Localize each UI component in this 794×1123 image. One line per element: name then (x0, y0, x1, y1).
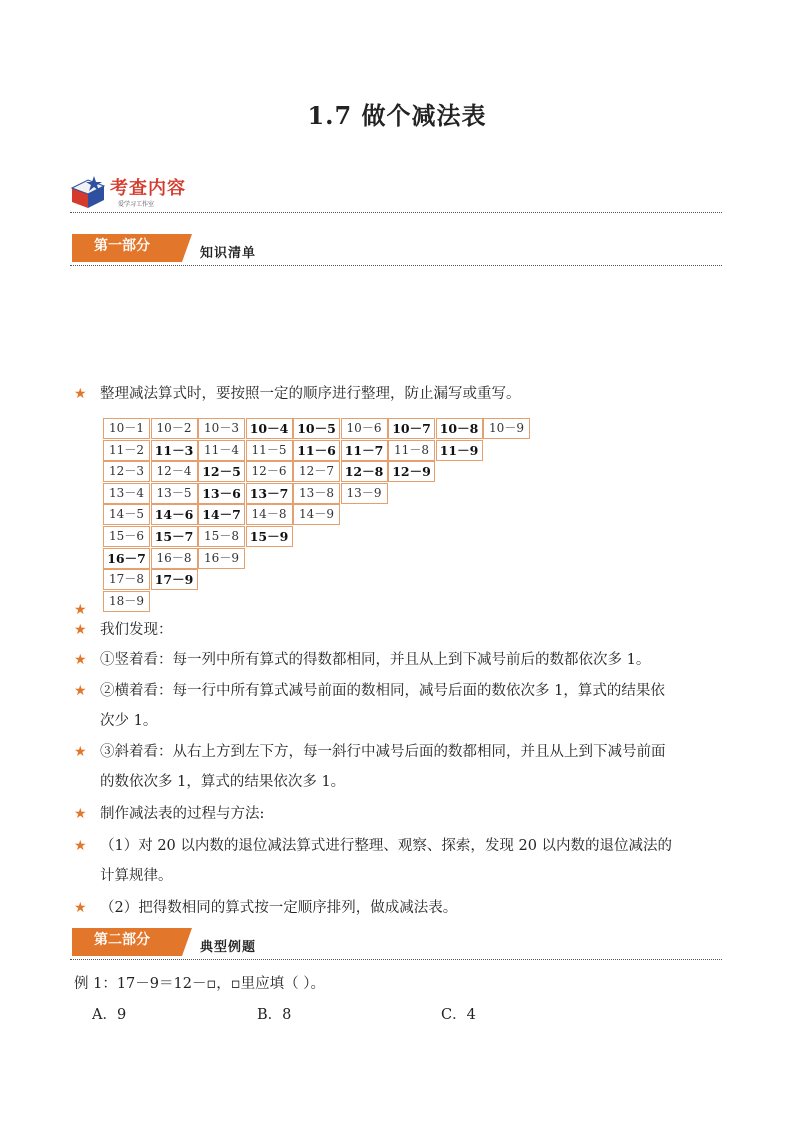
option-a: A．9 (92, 1007, 127, 1023)
table-cell: 15－9 (246, 526, 293, 547)
table-cell: 11－7 (341, 440, 388, 461)
table-cell: 10－6 (341, 418, 388, 439)
star-icon: ★ (74, 838, 87, 854)
finding-1: ①竖着看：每一列中所有算式的得数都相同，并且从上到下减号前后的数都依次多 1。 (100, 652, 651, 668)
table-cell: 10－8 (436, 418, 483, 439)
divider (70, 959, 722, 960)
star-icon: ★ (74, 683, 87, 699)
table-cell: 16－7 (103, 548, 150, 569)
table-cell: 11－4 (198, 440, 245, 461)
table-cell: 13－6 (198, 483, 245, 504)
table-cell: 15－7 (151, 526, 198, 547)
table-cell: 11－5 (246, 440, 293, 461)
table-cell: 11－3 (151, 440, 198, 461)
section-tab-1: 第一部分 (72, 234, 182, 262)
table-cell: 11－8 (388, 440, 435, 461)
divider (70, 265, 722, 266)
finding-2-line-2: 次少 1。 (100, 713, 158, 729)
star-icon: ★ (74, 652, 87, 668)
table-cell: 14－6 (151, 504, 198, 525)
option-b: B．8 (257, 1007, 292, 1023)
findings-title: 我们发现： (100, 622, 173, 638)
table-cell: 17－8 (103, 569, 150, 590)
star-icon: ★ (74, 744, 87, 760)
method-2: （2）把得数相同的算式按一定顺序排列，做成减法表。 (100, 900, 458, 916)
intro-text: 整理减法算式时，要按照一定的顺序进行整理，防止漏写或重写。 (100, 386, 521, 402)
table-cell: 12－3 (103, 461, 150, 482)
table-cell: 12－5 (198, 461, 245, 482)
example-question: 例 1：17－9＝12－▫，▫里应填（ ）。 (74, 976, 325, 992)
table-cell: 11－6 (293, 440, 340, 461)
table-cell: 10－4 (246, 418, 293, 439)
table-cell: 12－4 (151, 461, 198, 482)
star-icon: ★ (74, 900, 87, 916)
section-label-1: 知识清单 (200, 246, 257, 261)
table-cell: 14－7 (198, 504, 245, 525)
table-cell: 10－5 (293, 418, 340, 439)
table-cell: 16－9 (198, 548, 245, 569)
table-cell: 15－8 (198, 526, 245, 547)
table-cell: 15－6 (103, 526, 150, 547)
logo (70, 174, 200, 210)
table-cell: 13－8 (293, 483, 340, 504)
table-cell: 10－7 (388, 418, 435, 439)
option-c: C．4 (441, 1007, 476, 1023)
table-cell: 14－8 (246, 504, 293, 525)
star-icon: ★ (74, 602, 87, 618)
section-tab-2: 第二部分 (72, 928, 182, 956)
table-cell: 17－9 (151, 569, 198, 590)
table-cell: 14－5 (103, 504, 150, 525)
table-cell: 16－8 (151, 548, 198, 569)
table-cell: 13－7 (246, 483, 293, 504)
book-star-icon (70, 174, 108, 210)
table-cell: 12－8 (341, 461, 388, 482)
page-title: 1.7 做个减法表 (307, 101, 487, 130)
table-cell: 12－9 (388, 461, 435, 482)
table-cell: 13－5 (151, 483, 198, 504)
section-label-2: 典型例题 (200, 940, 257, 955)
method-title: 制作减法表的过程与方法: (100, 806, 265, 822)
star-icon: ★ (74, 806, 87, 822)
star-icon: ★ (74, 622, 87, 638)
finding-3-line-2: 的数依次多 1，算式的结果依次多 1。 (100, 774, 346, 790)
table-cell: 13－4 (103, 483, 150, 504)
logo-text: 考查内容 (110, 178, 186, 199)
table-cell: 14－9 (293, 504, 340, 525)
table-cell: 18－9 (103, 591, 150, 612)
table-cell: 11－2 (103, 440, 150, 461)
finding-2-line-1: ②横着看：每一行中所有算式减号前面的数相同，减号后面的数依次多 1，算式的结果依 (100, 683, 665, 699)
star-icon: ★ (74, 386, 87, 402)
table-cell: 12－7 (293, 461, 340, 482)
table-cell: 10－9 (483, 418, 530, 439)
finding-3-line-1: ③斜着看：从右上方到左下方，每一斜行中减号后面的数都相同，并且从上到下减号前面 (100, 744, 666, 760)
method-1-line-1: （1）对 20 以内数的退位减法算式进行整理、观察、探索，发现 20 以内数的退位减法的 (100, 838, 673, 854)
divider (70, 212, 722, 213)
table-cell: 11－9 (436, 440, 483, 461)
table-cell: 10－3 (198, 418, 245, 439)
table-cell: 10－1 (103, 418, 150, 439)
method-1-line-2: 计算规律。 (100, 868, 173, 884)
table-cell: 12－6 (246, 461, 293, 482)
table-cell: 10－2 (151, 418, 198, 439)
table-cell: 13－9 (341, 483, 388, 504)
logo-subtext: 爱学习工作室 (118, 201, 155, 208)
